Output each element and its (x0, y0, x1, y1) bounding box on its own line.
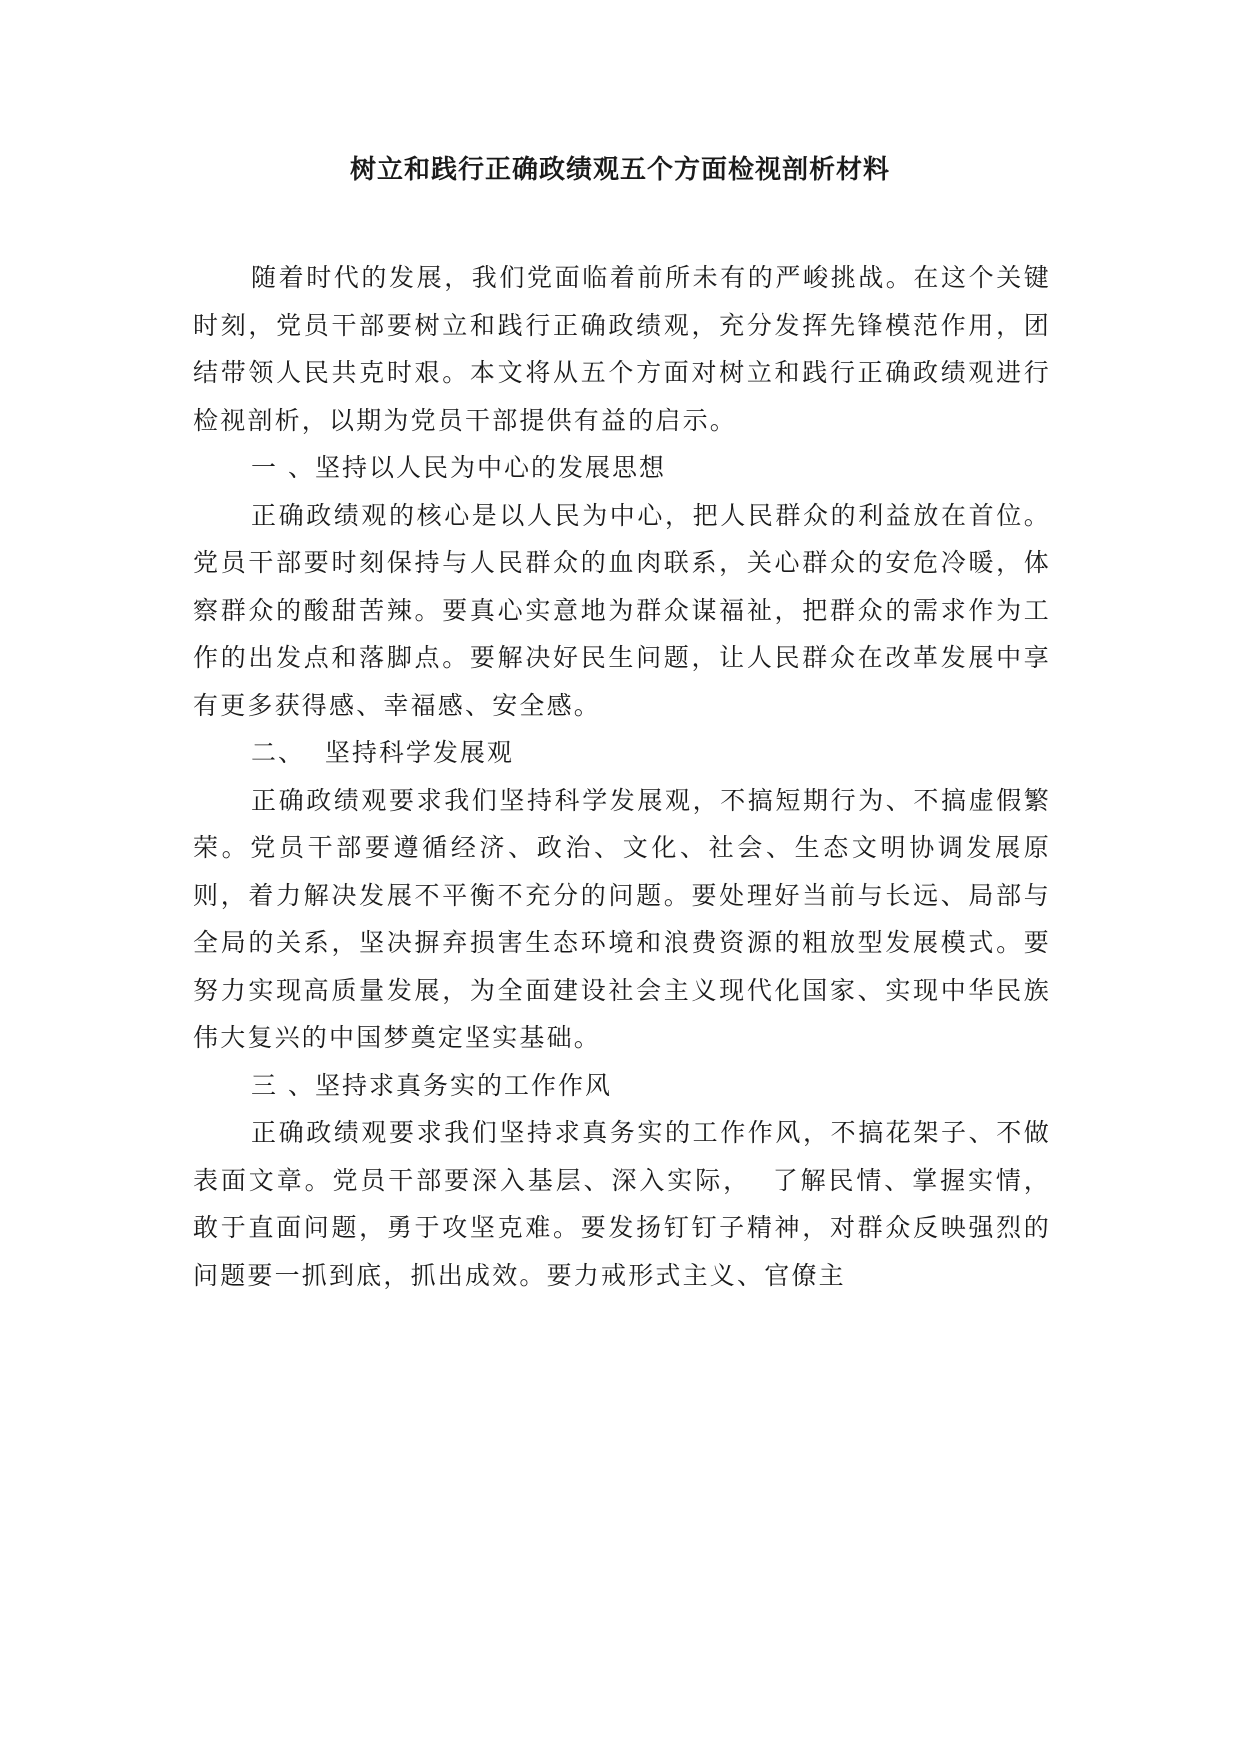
document-title: 树立和践行正确政绩观五个方面检视剖析材料 (349, 155, 890, 185)
section-3-paragraph: 正确政绩观要求我们坚持求真务实的工作作风，不搞花架子、不做表面文章。党员干部要深入基层、深入实际， 了解民情、掌握实情，敢于直面问题，勇于攻坚克难。要发扬钉钉子精神，对群众反映强烈的问题要一抓到底，抓出成效。要力戒形式主义、官僚主 (193, 1118, 1051, 1290)
section-2-paragraph: 正确政绩观要求我们坚持科学发展观，不搞短期行为、不搞虚假繁荣。党员干部要遵循经济、政治、文化、社会、生态文明协调发展原则，着力解决发展不平衡不充分的问题。要处理好当前与长远、局部与全局的关系，坚决摒弃损害生态环境和浪费资源的粗放型发展模式。要努力实现高质量发展，为全面建设社会主义现代化国家、实现中华民族伟大复兴的中国梦奠定坚实基础。 (193, 785, 1051, 1052)
section-1-paragraph: 正确政绩观的核心是以人民为中心，把人民群众的利益放在首位。党员干部要时刻保持与人民群众的血肉联系，关心群众的安危冷暖，体察群众的酸甜苦辣。要真心实意地为群众谋福祉，把群众的需求作为工作的出发点和落脚点。要解决好民生问题，让人民群众在改革发展中享有更多获得感、幸福感、安全感。 (193, 500, 1051, 720)
section-3-heading: 三 、坚持求真务实的工作作风 (251, 1070, 612, 1100)
document-body (193, 254, 1051, 1299)
section-1-heading: 一 、坚持以人民为中心的发展思想 (251, 453, 666, 482)
section-2-heading: 二、 坚持科学发展观 (251, 738, 514, 767)
intro-paragraph: 随着时代的发展，我们党面临着前所未有的严峻挑战。在这个关键时刻，党员干部要树立和践行正确政绩观，充分发挥先锋模范作用，团结带领人民共克时艰。本文将从五个方面对树立和践行正确政绩观进行检视剖析，以期为党员干部提供有益的启示。 (193, 263, 1051, 435)
